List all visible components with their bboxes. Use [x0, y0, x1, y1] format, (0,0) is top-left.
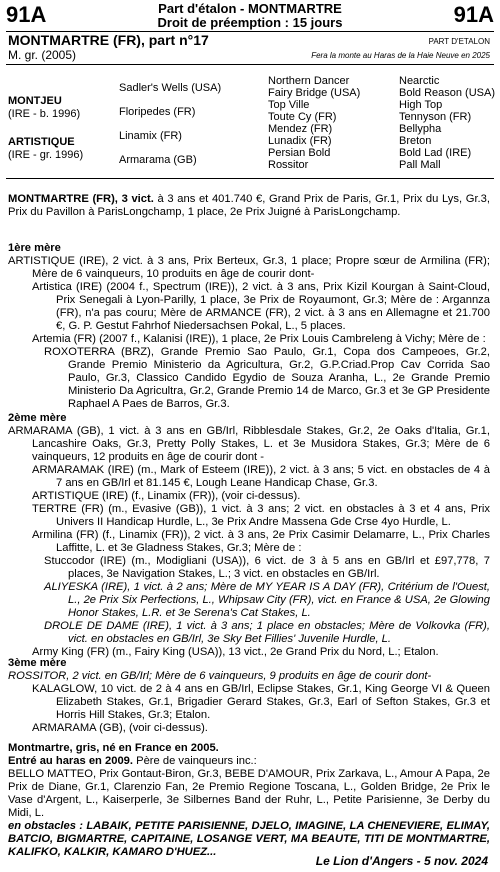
third-dam-section	[8, 657, 490, 735]
stud-winners-flat: BELLO MATTEO, Prix Gontaut-Biron, Gr.3, BEBE D'AMOUR, Prix Zarkava, L., Amour A Papa, 2e Prix de Diane, Gr.1, Clarenzio Fan, 2e Premio Regione Toscana, L., Golden Bridge, 2e Prix le Vase d'Argent, L., Kaiserperle, 3e Silbernes Band der Ruhr, L., Petite Parisienne, 3e Derby du Midi, L.	[8, 768, 490, 819]
dam-info: (IRE - gr. 1996)	[8, 149, 84, 161]
second-dam-descendant: Stuccodor (IRE) (m., Modigliani (USA)), 6 vict. de 3 à 5 ans en GB/Irl et £97,778, 7 places, 3e Navigation Stakes, L.; 3 vict. en obstacles en GB/Irl.	[44, 555, 490, 580]
pedigree-g4: Nearctic	[399, 75, 440, 87]
pedigree-g2: Sadler's Wells (USA)	[119, 82, 222, 94]
pedigree-g4: High Top	[399, 99, 443, 111]
pedigree-g3: Lunadix (FR)	[268, 135, 332, 147]
pedigree-g4: Tennyson (FR)	[399, 111, 472, 123]
stud-sire-of: Père de vainqueurs inc.:	[133, 755, 257, 767]
lot-type-tag: PART D'ETALON	[428, 37, 490, 46]
pedigree-g3: Mendez (FR)	[268, 123, 333, 135]
sire-name: MONTJEU	[8, 95, 62, 107]
sire-info: (IRE - b. 1996)	[8, 108, 81, 120]
first-dam-section	[8, 242, 490, 411]
dam-name: ARTISTIQUE	[8, 136, 75, 148]
header	[6, 2, 494, 32]
performance-text: à 3 ans et 401.740 €, Grand Prix de Paris, Gr.1, Prix du Lys, Gr.3, Prix du Pavillon à ParisLongchamp, 1 place, 2e Prix Juigné à ParisLongchamp.	[8, 193, 490, 218]
third-dam-entry: ROSSITOR, 2 vict. en GB/Irl; Mère de 6 vainqueurs, 9 produits en âge de courir dont-	[8, 670, 432, 682]
pedigree-g3: Rossitor	[268, 159, 309, 171]
third-dam-produce: ARMARAMA (GB), (voir ci-dessus).	[32, 722, 208, 734]
pedigree-g3: Persian Bold	[268, 147, 331, 159]
stud-origin: Montmartre, gris, né en France en 2005.	[8, 742, 219, 754]
performance-paragraph	[8, 193, 490, 219]
first-dam-produce: Artemia (FR) (2007 f., Kalanisi (IRE)), 1 place, 2e Prix Louis Cambreleng à Vichy; Mère de :	[32, 333, 486, 345]
pedigree-g4: Pall Mall	[399, 159, 441, 171]
pedigree-g4: Bellypha	[399, 123, 442, 135]
first-dam-label: 1ère mère	[8, 242, 61, 254]
second-dam-descendant: DROLE DE DAME (IRE), 1 vict. à 3 ans; 1 place en obstacles; Mère de Volkovka (FR), vict. en obstacles en GB/Irl, 3e Sky Bet Fillies' Juvenile Hurdle, L.	[44, 620, 490, 645]
horse-sex-year: M. gr. (2005)	[8, 48, 77, 62]
page-title	[6, 2, 494, 29]
second-dam-produce: Armilina (FR) (f., Linamix (FR)), 2 vict. à 3 ans, 2e Prix Casimir Delamarre, L., Prix Charles Laffitte, L. et 3e Gladness Stakes, Gr.3; Mère de :	[32, 529, 490, 554]
pedigree-g3: Top Ville	[268, 99, 310, 111]
pedigree-g3: Fairy Bridge (USA)	[268, 87, 361, 99]
second-dam-entry: ARMARAMA (GB), 1 vict. à 3 ans en GB/Irl, Ribblesdale Stakes, Gr.2, 2e Oaks d'Italia, Gr.1, Lancashire Oaks, Gr.3, Pretty Polly Stakes, L. et 3e Musidora Stakes, Gr.3; Mère de 6 vainqueurs, 12 produits en âge de courir dont -	[8, 425, 490, 463]
stud-record-section	[8, 742, 490, 859]
lot-number-right: 91A	[453, 2, 494, 27]
horse-name: MONTMARTRE (FR), part n°17	[8, 32, 209, 48]
first-dam-descendant: ROXOTERRA (BRZ), Grande Premio Sao Paulo, Gr.1, Copa dos Campeoes, Gr.2, Grande Premio Ministerio da Agricultura, Gr.2, G.P.Criad.Prop Cav Corrida Sao Paulo, Gr.3, Classico Candido Egydio de Souza Aranha, L., 2e Grande Premio Ministerio Da Agricultra, Gr.2, Grande Premio 14 de Marco, Gr.3 et 3e GP Presidente Raphael A Paes de Barros, Gr.3.	[44, 346, 490, 410]
divider	[6, 178, 494, 179]
pedigree-g3: Toute Cy (FR)	[268, 111, 337, 123]
performance-name: MONTMARTRE (FR), 3 vict.	[8, 193, 154, 205]
lot-number: 91A	[6, 2, 47, 27]
pedigree-g3: Northern Dancer	[268, 75, 350, 87]
second-dam-produce: ARTISTIQUE (IRE) (f., Linamix (FR)), (voir ci-dessus).	[32, 490, 301, 502]
third-dam-produce: KALAGLOW, 10 vict. de 2 à 4 ans en GB/Irl, Eclipse Stakes, Gr.1, King George VI & Queen Elizabeth Stakes, Gr.1, Brigadier Gerard Stakes, Gr.3, Earl of Sefton Stakes, Gr.3 et Horris Hill Stakes, Gr.3; Etalon.	[32, 683, 490, 721]
second-dam-descendant: ALIYESKA (IRE), 1 vict. à 2 ans; Mère de MY YEAR IS A DAY (FR), Critérium de l'Ouest, L., 2e Prix Six Perfections, L., Whipsaw City (FR), vict. en France & USA, 2e Glowing Honor Stakes, L.R. et 3e Serena's Cat Stakes, L.	[44, 581, 490, 619]
stud-note: Fera la monte au Haras de la Haie Neuve en 2025	[311, 51, 490, 60]
third-dam-label: 3ème mère	[8, 657, 67, 669]
pedigree-g4: Bold Reason (USA)	[399, 87, 495, 99]
sale-footer: Le Lion d'Angers - 5 nov. 2024	[315, 854, 488, 868]
stud-entry-line	[8, 755, 490, 768]
first-dam-entry: ARTISTIQUE (IRE), 2 vict. à 3 ans, Prix Berteux, Gr.3, 1 place; Propre sœur de Armilina (FR); Mère de 6 vainqueurs, 10 produits en âge de courir dont-	[8, 255, 490, 280]
first-dam-produce: Artistica (IRE) (2004 f., Spectrum (IRE)), 2 vict. à 3 ans, Prix Kizil Kourgan à Saint-Cloud, Prix Senegali à Lyon-Parilly, 1 place, 3e Prix de Royaumont, Gr.3; Mère de : Argannza (FR), n'a pas couru; Mère de ARMANCE (FR), 2 vict. à 3 ans en Allemagne et 21.700 €, G. P. Gestut Fahrhof Niedersachsen Pokal, L., 5 places.	[32, 281, 490, 332]
second-dam-section	[8, 412, 490, 659]
pedigree-g2: Linamix (FR)	[119, 130, 182, 142]
second-dam-produce: Army King (FR) (m., Fairy King (USA)), 13 vict., 2e Grand Prix du Nord, L.; Etalon.	[32, 646, 439, 658]
pedigree-g2: Floripedes (FR)	[119, 106, 196, 118]
pedigree-g4: Breton	[399, 135, 432, 147]
second-dam-produce: TERTRE (FR) (m., Evasive (GB)), 1 vict. à 3 ans; 2 vict. en obstacles à 3 et 4 ans, Prix Univers II Handicap Hurdle, L., 3e Prix Andre Massena Gde Crse 4yo Hurdle, L.	[32, 503, 490, 528]
stud-year: Entré au haras en 2009.	[8, 755, 133, 767]
stud-winners-jumps: en obstacles : LABAIK, PETITE PARISIENNE, DJELO, IMAGINE, LA CHENEVIERE, ELIMAY, BATCIO, BIGMARTRE, CAPITAINE, LOSANGE VERT, MA BEAUTE, TITI DE MONTMARTRE, KALIFKO, KALKIR, KAMARO D'HUEZ...	[8, 820, 490, 858]
title-line-1: Part d'étalon - MONTMARTRE	[158, 1, 342, 16]
second-dam-produce: ARMARAMAK (IRE) (m., Mark of Esteem (IRE)), 2 vict. à 3 ans; 5 vict. en obstacles de 4 à 7 ans en GB/Irl et 81.145 €, Lough Leane Handicap Chase, Gr.3.	[32, 464, 490, 489]
divider	[6, 64, 494, 65]
pedigree-g2: Armarama (GB)	[119, 154, 197, 166]
title-line-2: Droit de préemption : 15 jours	[157, 14, 343, 30]
pedigree-g4: Bold Lad (IRE)	[399, 147, 472, 159]
second-dam-label: 2ème mère	[8, 412, 67, 424]
